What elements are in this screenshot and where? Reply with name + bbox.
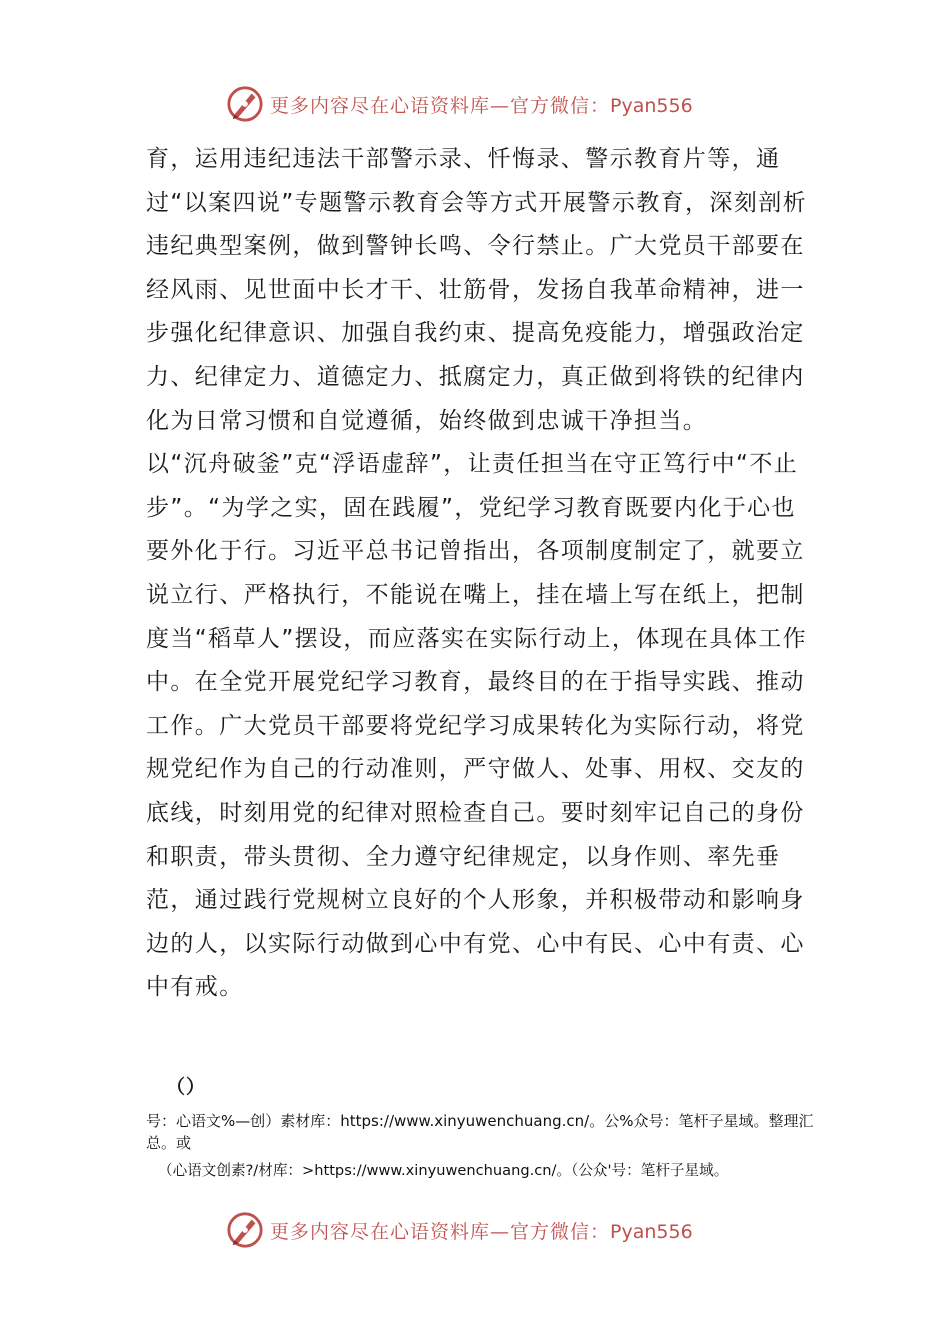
paragraph: 以“沉舟破釜”克“浮语虚辞”，让责任担当在守正笃行中“不止步”。“为学之实，固在践履”，党纪学习教育既要内化于心也要外化于行。习近平总书记曾指出，各项制度制定了，就要立说立行、严格执行，不能说在嘴上，挂在墙上写在纸上，把制度当“稻草人”摆设，而应落实在实际行动上，体现在具体工作中。在全党开展党纪学习教育，最终目的在于指导实践、推动工作。广大党员干部要将党纪学习成果转化为实际行动，将党规党纪作为自己的行动准则，严守做人、处事、用权、交友的底线，时刻用党的纪律对照检查自己。要时刻牢记自己的身份和职责，带头贯彻、全力遵守纪律规定，以身作则、率先垂范，通过践行党规树立良好的个人形象，并积极带动和影响身边的人，以实际行动做到心中有党、心中有民、心中有责、心中有戒。 bbox=[146, 451, 808, 1001]
banner-text: 更多内容尽在心语资料库—官方微信：Pyan556 bbox=[270, 1220, 693, 1243]
source-note: 号：心语文%—创）素材库：https://www.xinyuwenchuang.cn/。公%众号：笔杆子星域。整理汇总。或 bbox=[146, 1112, 814, 1152]
footer-banner bbox=[226, 1210, 693, 1250]
source-note: （心语文创素?/材库：>https://www.xinyuwenchuang.cn/。（公众'号：笔杆子星域。 bbox=[158, 1162, 729, 1179]
paragraph: 育，运用违纪违法干部警示录、忏悔录、警示教育片等，通过“以案四说”专题警示教育会等方式开展警示教育，深刻剖析违纪典型案例，做到警钟长鸣、令行禁止。广大党员干部要在经风雨、见世面中长才干、壮筋骨，发扬自我革命精神，进一步强化纪律意识、加强自我约束、提高免疫能力，增强政治定力、纪律定力、道德定力、抵腐定力，真正做到将铁的纪律内化为日常习惯和自觉遵循，始终做到忠诚干净担当。 bbox=[146, 146, 808, 434]
wechat-id: Pyan556 bbox=[610, 94, 693, 117]
article-body bbox=[146, 138, 818, 1010]
wechat-id: Pyan556 bbox=[610, 1220, 693, 1243]
bracket-marker: （） bbox=[166, 1076, 207, 1098]
banner-text: 更多内容尽在心语资料库—官方微信：Pyan556 bbox=[270, 94, 693, 117]
pen-circle-logo-icon bbox=[226, 1211, 264, 1249]
header-banner bbox=[226, 84, 693, 124]
pen-circle-logo-icon bbox=[226, 85, 264, 123]
